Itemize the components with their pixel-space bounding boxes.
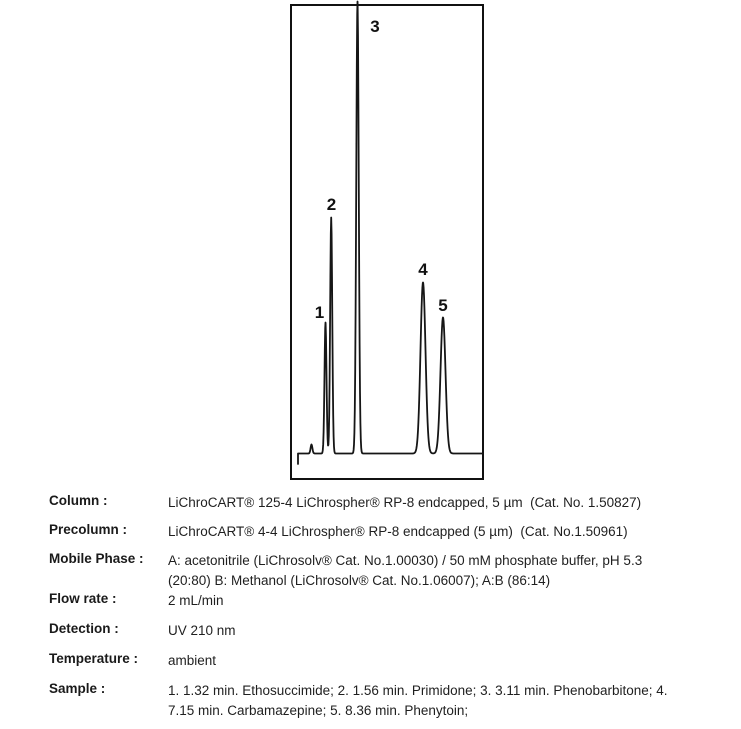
detail-value-5 [168, 649, 216, 671]
detail-label-6: Sample : [49, 681, 106, 696]
detail-value-0 [168, 491, 641, 513]
detail-value-6 [168, 679, 668, 721]
detail-value-4 [168, 619, 236, 641]
detail-value-line: LiChroCART® 4-4 LiChrospher® RP-8 endcapped (5 µm) (Cat. No.1.50961) [168, 524, 628, 539]
detail-value-2 [168, 549, 642, 591]
detail-value-3 [168, 589, 224, 611]
detail-label-5: Temperature : [49, 651, 139, 666]
detail-label-3: Flow rate : [49, 591, 117, 606]
detail-value-line: 1. 1.32 min. Ethosuccimide; 2. 1.56 min. Primidone; 3. 3.11 min. Phenobarbitone; 4. [168, 683, 668, 698]
detail-value-line: (20:80) B: Methanol (LiChrosolv® Cat. No.1.06007); A:B (86:14) [168, 573, 551, 588]
peak-number-label-1: 1 [314, 303, 325, 322]
detail-value-line: 2 mL/min [168, 593, 224, 608]
peak-number-label-2: 2 [326, 195, 337, 214]
detail-value-1 [168, 520, 628, 542]
peak-number-label-5: 5 [438, 296, 448, 315]
peak-number-label-4: 4 [418, 260, 428, 279]
detail-value-line: A: acetonitrile (LiChrosolv® Cat. No.1.00030) / 50 mM phosphate buffer, pH 5.3 [168, 553, 643, 568]
detail-value-line: ambient [168, 653, 217, 668]
detail-label-0: Column : [49, 493, 108, 508]
detail-value-line: 7.15 min. Carbamazepine; 5. 8.36 min. Phenytoin; [168, 703, 469, 718]
detail-label-1: Precolumn : [49, 522, 128, 537]
chromatogram-trace [298, 2, 483, 465]
detail-value-line: LiChroCART® 125-4 LiChrospher® RP-8 endcapped, 5 µm (Cat. No. 1.50827) [168, 495, 642, 510]
detail-value-line: UV 210 nm [168, 623, 236, 638]
detail-label-2: Mobile Phase : [49, 551, 144, 566]
peak-number-label-3: 3 [370, 17, 380, 36]
chromatogram-frame [291, 5, 483, 479]
detail-label-4: Detection : [49, 621, 119, 636]
